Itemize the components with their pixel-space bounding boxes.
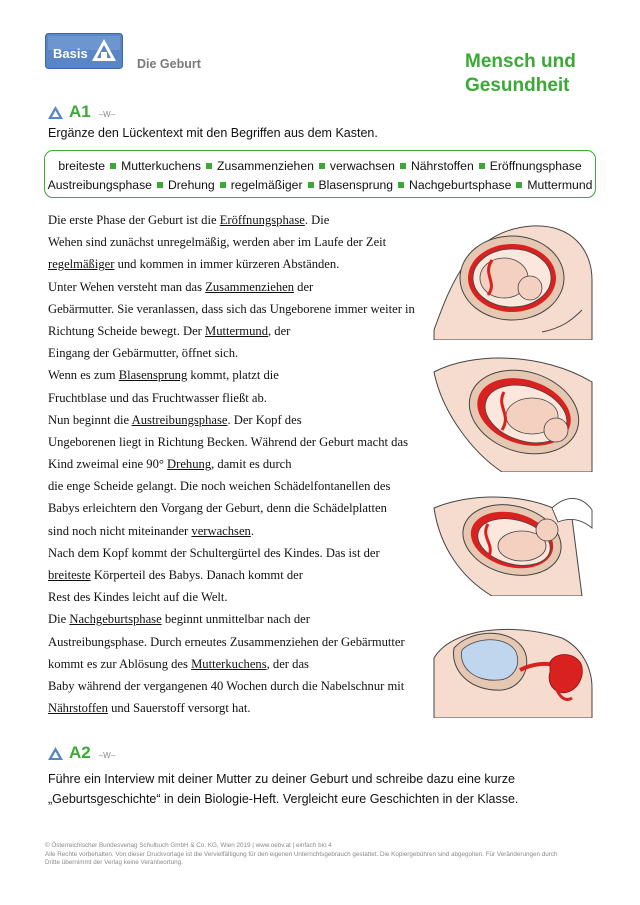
bullet-square-icon	[110, 163, 116, 169]
filled-gap: Eröffnungsphase	[219, 213, 305, 227]
text-line: Austreibungsphase. Durch erneutes Zusammenziehen der Gebärmutter	[48, 634, 405, 649]
brand-title	[465, 50, 576, 98]
bullet-square-icon	[516, 182, 522, 188]
filled-gap: Austreibungsphase	[131, 412, 228, 427]
text-line: Richtung Scheide bewegt. Der Muttermund, der	[48, 323, 291, 338]
bullet-square-icon	[398, 182, 404, 188]
illustration-expulsion-phase	[432, 488, 594, 596]
task-level: –W–	[98, 750, 116, 760]
text-line: Baby während der vergangenen 40 Wochen durch die Nabelschnur mit	[48, 678, 405, 693]
word-item: Zusammenziehen	[217, 159, 314, 173]
footer-line: © Österreichischer Bundesverlag Schulbuch GmbH & Co. KG, Wien 2019 | www.oebv.at | einfach bio 4	[45, 842, 332, 849]
word-item: breiteste	[58, 159, 106, 173]
task-a2-instruction	[48, 769, 518, 809]
task-number: A2	[69, 743, 91, 762]
task-a1-instruction: Ergänze den Lückentext mit den Begriffen aus dem Kasten.	[48, 126, 378, 140]
illustration-waters-breaking	[432, 352, 594, 472]
footer-line: Dritte übernimmt der Verlag keine Verantwortung.	[45, 859, 183, 867]
illustration-opening-phase	[432, 220, 594, 340]
text-line: Die Nachgeburtsphase beginnt unmittelbar nach der	[48, 612, 310, 627]
bullet-square-icon	[206, 163, 212, 169]
cloze-text	[48, 209, 438, 719]
bullet-square-icon	[157, 182, 163, 188]
filled-gap: verwachsen	[191, 523, 251, 538]
text-line: Nach dem Kopf kommt der Schultergürtel des Kindes. Das ist der	[48, 545, 380, 560]
text-line: sind noch nicht miteinander verwachsen.	[48, 523, 255, 538]
level-triangle-icon	[48, 747, 63, 760]
task-a2-label	[48, 743, 115, 763]
task-a1-label	[48, 102, 115, 122]
bullet-square-icon	[308, 182, 314, 188]
text-line: regelmäßiger und kommen in immer kürzeren Abständen.	[48, 257, 340, 272]
page-subtitle: Die Geburt	[137, 57, 201, 71]
text-line: Wenn es zum Blasensprung kommt, platzt die	[48, 368, 279, 383]
task-level: –W–	[98, 109, 116, 119]
filled-gap: Nährstoffen	[48, 701, 108, 716]
word-item: Drehung	[167, 178, 215, 192]
illustration-afterbirth-phase	[432, 618, 594, 718]
text-line: Rest des Kindes leicht auf die Welt.	[48, 590, 228, 605]
text-line: Nun beginnt die Austreibungsphase. Der Kopf des	[48, 412, 302, 427]
text-line: Unter Wehen versteht man das Zusammenziehen der	[48, 279, 314, 294]
text-line: Kind zweimal eine 90° Drehung, damit es durch	[48, 457, 292, 472]
word-item: regelmäßiger	[230, 178, 303, 192]
word-box	[44, 150, 596, 198]
text-line: Fruchtblase und das Fruchtwasser fließt ab.	[48, 390, 267, 405]
text-line: Nährstoffen und Sauerstoff versorgt hat.	[48, 701, 251, 716]
filled-gap: Blasensprung	[118, 368, 188, 383]
word-item: Blasensprung	[318, 178, 394, 192]
brand-title-line2: Gesundheit	[465, 75, 570, 96]
text-line: Eingang der Gebärmutter, öffnet sich.	[48, 346, 239, 361]
word-item: Austreibungsphase	[47, 178, 152, 192]
bullet-square-icon	[319, 163, 325, 169]
brand-title-line1: Mensch und	[465, 51, 576, 72]
bullet-square-icon	[400, 163, 406, 169]
word-item: Nachgeburtsphase	[409, 178, 512, 192]
filled-gap: Zusammenziehen	[205, 279, 295, 294]
task-number: A1	[69, 102, 91, 121]
logo-text: Basis	[53, 46, 88, 61]
filled-gap: breiteste	[48, 568, 91, 582]
instruction-line: Führe ein Interview mit deiner Mutter zu deiner Geburt und schreibe dazu eine kurze	[48, 772, 515, 786]
text-line: kommt es zur Ablösung des Mutterkuchens, der das	[48, 656, 309, 671]
text-line: Gebärmutter. Sie veranlassen, dass sich das Ungeborene immer weiter in	[48, 301, 415, 316]
word-row-1	[45, 157, 595, 176]
word-item: Mutterkuchens	[121, 159, 202, 173]
word-row-2	[45, 176, 595, 195]
text-line: die enge Scheide gelangt. Die noch weichen Schädelfontanellen des	[48, 479, 391, 494]
basis-logo	[45, 33, 123, 69]
word-item: Nährstoffen	[410, 159, 474, 173]
word-item: Muttermund	[527, 178, 593, 192]
filled-gap: Nachgeburtsphase	[69, 612, 162, 627]
filled-gap: Muttermund	[205, 323, 268, 338]
level-triangle-icon	[48, 106, 63, 119]
text-line: Wehen sind zunächst unregelmäßig, werden aber im Laufe der Zeit	[48, 235, 387, 250]
copyright-footer	[45, 842, 605, 868]
text-line: Babys erleichtern den Vorgang der Geburt, denn die Schädelplatten	[48, 501, 387, 516]
bullet-square-icon	[220, 182, 226, 188]
word-item: Eröffnungsphase	[489, 159, 582, 173]
text-line: breiteste Körperteil des Babys. Danach kommt der	[48, 568, 303, 582]
bullet-square-icon	[479, 163, 485, 169]
filled-gap: regelmäßiger	[48, 257, 115, 272]
instruction-line: „Geburtsgeschichte“ in dein Biologie-Heft. Vergleicht eure Geschichten in der Klasse.	[48, 792, 519, 806]
filled-gap: Mutterkuchens	[191, 656, 267, 671]
text-line: Die erste Phase der Geburt ist die Eröffnungsphase. Die	[48, 213, 330, 227]
footer-line: Alle Rechte vorbehalten. Von dieser Druckvorlage ist die Vervielfältigung für den eigenen Unterrichtsgebrauch gestattet. Die Kopiergebühren sind abgegolten. Für Veränderungen durch	[45, 850, 558, 858]
word-item: verwachsen	[329, 159, 395, 173]
filled-gap: Drehung	[167, 457, 212, 472]
text-line: Ungeborenen liegt in Richtung Becken. Während der Geburt macht das	[48, 434, 408, 449]
